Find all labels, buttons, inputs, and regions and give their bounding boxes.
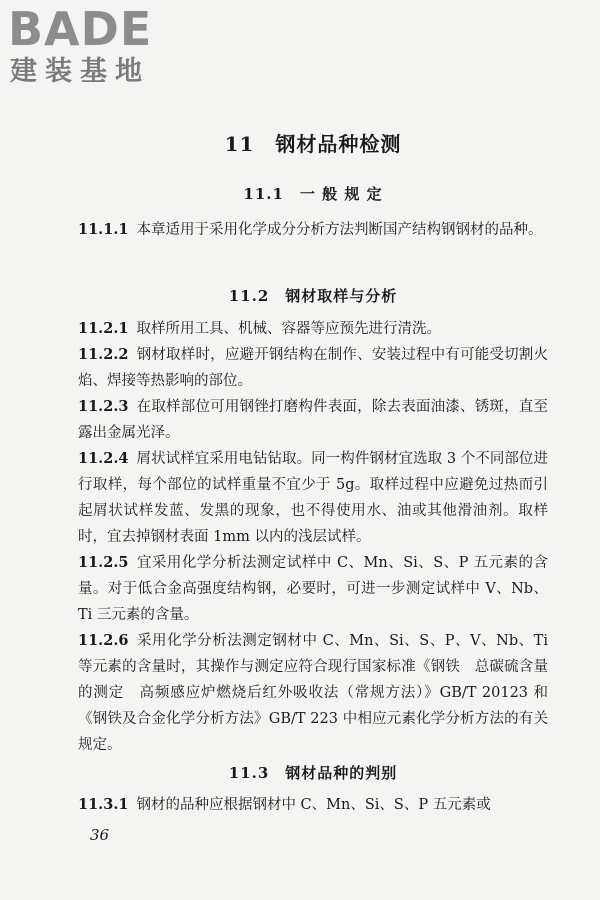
chapter-title: 11 钢材品种检测	[224, 132, 402, 156]
clause-text: 在取样部位可用钢锉打磨构件表面，除去表面油漆、锈斑，直至露出金属光泽。	[78, 399, 548, 441]
clause-number: 11.3.1	[78, 796, 129, 813]
clause-number: 11.1.1	[78, 221, 129, 238]
clause-text: 钢材的品种应根据钢材中 C、Mn、Si、S、P 五元素或	[136, 797, 491, 813]
clause-number: 11.2.4	[78, 450, 129, 467]
clause-text: 采用化学分析法测定钢材中 C、Mn、Si、S、P、V、Nb、Ti 等元素的含量时，其操作与测定应符合现行国家标准《钢铁 总碳硫含量的测定 高频感应炉燃烧后红外吸收法（常规方法）》GB/T 20123 和《钢铁及合金化学分析方法》GB/T 223 中相应元素化学分析方法的有关规定。	[78, 633, 548, 753]
clause-number: 11.2.2	[78, 346, 129, 363]
clause	[78, 446, 548, 550]
clause-text: 钢材取样时，应避开钢结构在制作、安装过程中有可能受切割火焰、焊接等热影响的部位。	[78, 347, 548, 389]
clause-number: 11.2.6	[78, 632, 129, 649]
logo-wordmark: BADE	[8, 2, 153, 56]
clause	[78, 550, 548, 628]
clause	[78, 792, 548, 818]
clause-number: 11.2.1	[78, 320, 129, 337]
clause-text: 本章适用于采用化学成分分析方法判断国产结构钢钢材的品种。	[136, 222, 543, 238]
clause	[78, 394, 548, 446]
section-heading: 11.3 钢材品种的判别	[228, 764, 398, 782]
clause	[78, 342, 548, 394]
clause	[78, 628, 548, 758]
section-heading: 11.1 一 般 规 定	[243, 185, 383, 203]
clause	[78, 316, 548, 342]
clause-text: 取样所用工具、机械、容器等应预先进行清洗。	[136, 321, 441, 337]
section-heading: 11.2 钢材取样与分析	[228, 287, 398, 305]
clause-number: 11.2.3	[78, 398, 129, 415]
clause-number: 11.2.5	[78, 554, 129, 571]
logo-subtitle: 建装基地	[10, 56, 150, 87]
clause	[78, 217, 548, 243]
bade-logo	[8, 4, 152, 88]
page-number: 36	[90, 826, 110, 844]
clause-text: 屑状试样宜采用电钻钻取。同一构件钢材宜选取 3 个不同部位进行取样，每个部位的试样重量不宜少于 5g。取样过程中应避免过热而引起屑状试样发蓝、发黑的现象，也不得使用水、油或其他滑油剂。取样时，宜去掉钢材表面 1mm 以内的浅层试样。	[78, 451, 548, 545]
clause-text: 宜采用化学分析法测定试样中 C、Mn、Si、S、P 五元素的含量。对于低合金高强度结构钢，必要时，可进一步测定试样中 V、Nb、Ti 三元素的含量。	[78, 555, 548, 623]
